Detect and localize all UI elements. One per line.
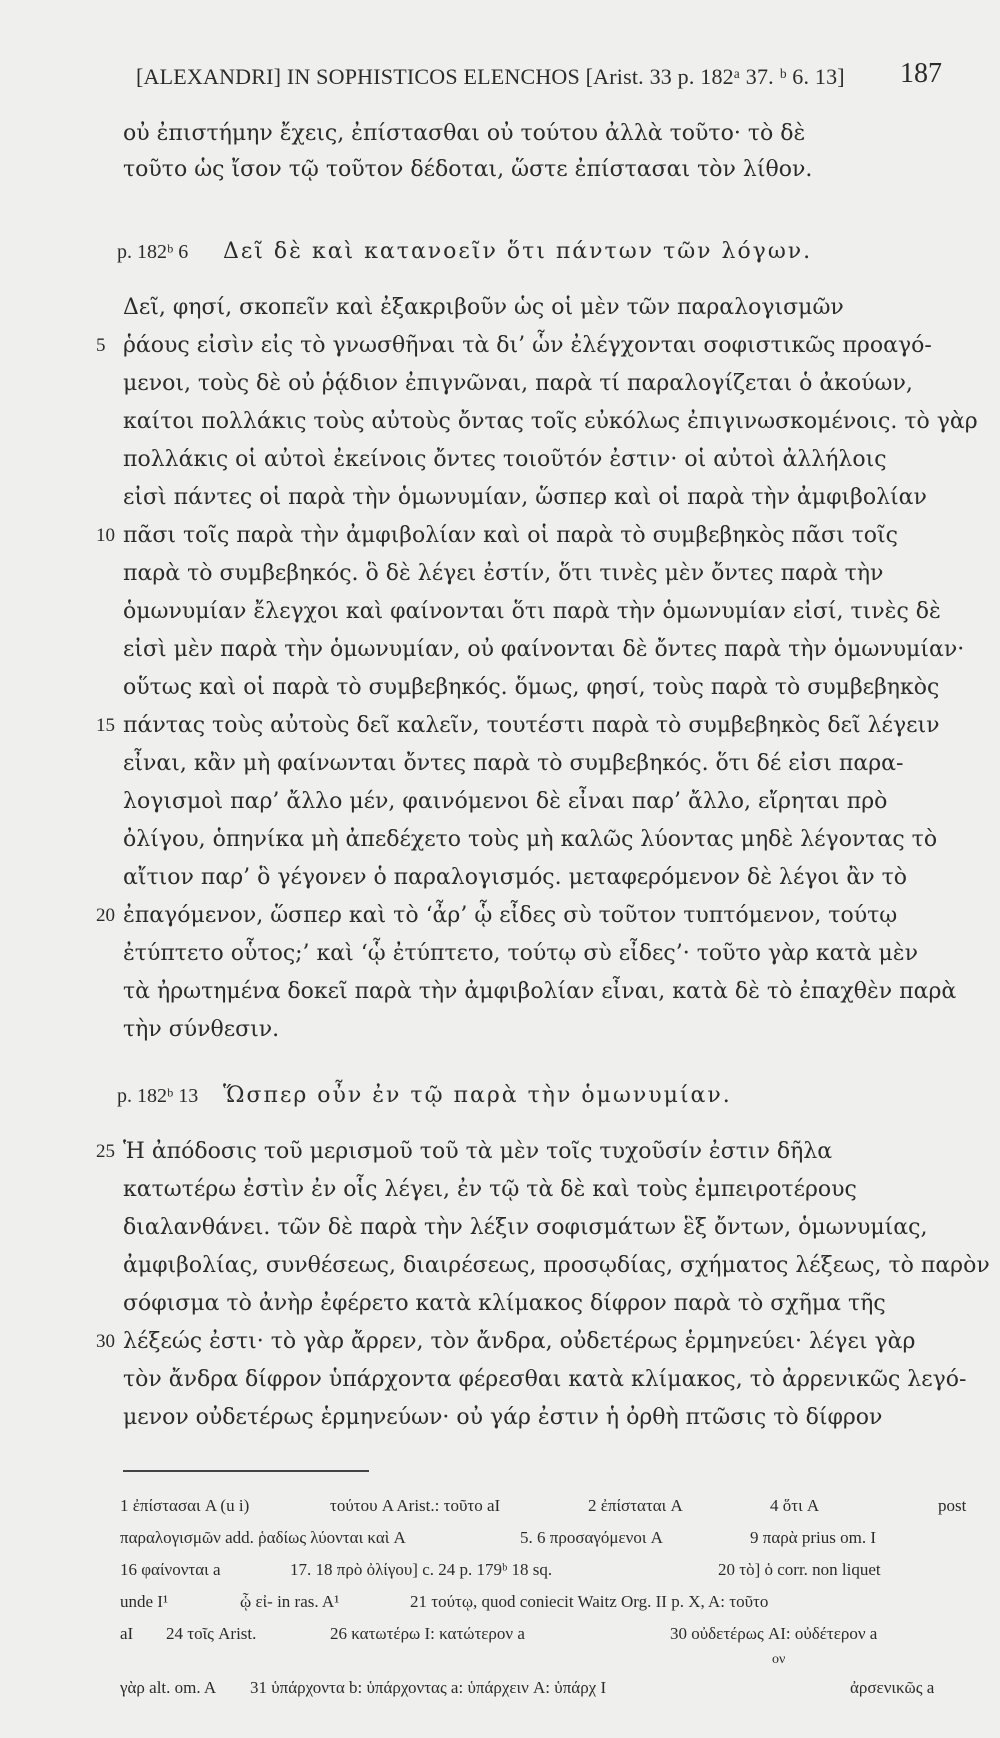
line-text: ῥάους εἰσὶν εἰς τὸ γνωσθῆναι τὰ δι’ ὧν ἐλέγχονται σοφιστικῶς προαγό-: [123, 333, 932, 358]
text-line: [0, 516, 1000, 556]
text-line: [0, 478, 1000, 518]
line-text: τὴν σύνθεσιν.: [123, 1017, 280, 1042]
apparatus-entry: 5. 6 προσαγόμενοι A: [520, 1528, 663, 1547]
apparatus-entry: 20 τὸ] ὁ corr. non liquet: [718, 1560, 881, 1579]
line-text: πολλάκις οἱ αὐτοὶ ἐκείνοις ὄντες τοιοῦτόν ἐστιν· οἱ αὐτοὶ ἀλλήλοις: [123, 447, 887, 472]
apparatus-entry: 26 κατωτέρω I: κατώτερον a: [330, 1624, 525, 1643]
line-text: αἴτιον παρ’ ὃ γέγονεν ὁ παραλογισμός. μεταφερόμενον δὲ λέγοι ἂν τὸ: [123, 865, 908, 890]
line-text: λογισμοὶ παρ’ ἄλλο μέν, φαινόμενοι δὲ εἶναι παρ’ ἄλλο, εἴρηται πρὸ: [123, 789, 888, 814]
apparatus-line: [120, 1586, 970, 1618]
apparatus-line: [120, 1672, 970, 1704]
text-line: [0, 934, 1000, 974]
line-text: διαλανθάνει. τῶν δὲ παρὰ τὴν λέξιν σοφισμάτων ἓξ ὄντων, ὁμωνυμίας,: [123, 1215, 928, 1240]
line-text: σόφισμα τὸ ἀνὴρ ἐφέρετο κατὰ κλίμακος δίφρον παρὰ τὸ σχῆμα τῆς: [123, 1291, 886, 1316]
apparatus-entry: 24 τοῖς Arist.: [166, 1624, 257, 1643]
page-header: [136, 54, 942, 94]
apparatus-entry: 9 παρὰ prius om. I: [750, 1528, 877, 1547]
apparatus-entry: 4 ὅτι A: [770, 1496, 820, 1515]
line-text: μενοι, τοὺς δὲ οὐ ῥᾴδιον ἐπιγνῶναι, παρὰ τί παραλογίζεται ὁ ἀκούων,: [123, 371, 913, 396]
text-line: [0, 402, 1000, 442]
line-text: τὸν ἄνδρα δίφρον ὑπάρχοντα φέρεσθαι κατὰ κλίμακος, τὸ ἀρρενικῶς λεγό-: [123, 1367, 967, 1392]
line-number: 20: [96, 905, 115, 926]
apparatus-entry: 17. 18 πρὸ ὀλίγου] c. 24 p. 179ᵇ 18 sq.: [290, 1560, 553, 1579]
text-line: [0, 1132, 1000, 1172]
apparatus-entry: παραλογισμῶν add. ῥαδίως λύονται καὶ A: [120, 1528, 406, 1547]
line-text: εἰσὶ πάντες οἱ παρὰ τὴν ὁμωνυμίαν, ὥσπερ καὶ οἱ παρὰ τὴν ἀμφιβολίαν: [123, 485, 927, 510]
lemma-text: Δεῖ δὲ καὶ κατανοεῖν ὅτι πάντων τῶν λόγων.: [223, 239, 813, 264]
text-line: [0, 858, 1000, 898]
line-text: πάντας τοὺς αὐτοὺς δεῖ καλεῖν, τουτέστι παρὰ τὸ συμβεβηκὸς δεῖ λέγειν: [123, 713, 940, 738]
apparatus-line: [120, 1522, 970, 1554]
text-line: [0, 1398, 1000, 1438]
text-line: [0, 630, 1000, 670]
text-line: [0, 150, 1000, 190]
line-text: ὀλίγου, ὁπηνίκα μὴ ἀπεδέχετο τοὺς μὴ καλῶς λύοντας μηδὲ λέγοντας τὸ: [123, 827, 938, 852]
text-line: [0, 1322, 1000, 1362]
apparatus-entry: 1 ἐπίστασαι A (u i): [120, 1496, 250, 1515]
line-number: 5: [96, 335, 106, 356]
line-text: τὰ ἠρωτημένα δοκεῖ παρὰ τὴν ἀμφιβολίαν εἶναι, κατὰ δὲ τὸ ἐπαχθὲν παρὰ: [123, 979, 957, 1004]
line-text: εἶναι, κἂν μὴ φαίνωνται ὄντες παρὰ τὸ συμβεβηκός. ὅτι δέ εἰσι παρα-: [123, 751, 904, 776]
apparatus-entry: 31 ὑπάρχοντα b: ὑπάρχοντας a: ὑπάρχειν A: ὑπάρχ I: [250, 1678, 607, 1697]
apparatus-entry: aI: [120, 1624, 134, 1643]
text-line: [0, 706, 1000, 746]
running-title: [ALEXANDRI] IN SOPHISTICOS ELENCHOS [Arist. 33 p. 182ᵃ 37. ᵇ 6. 13]: [136, 64, 845, 89]
apparatus-entry: unde I¹: [120, 1592, 169, 1611]
line-text: τοῦτο ὡς ἴσον τῷ τοῦτον δέδοται, ὥστε ἐπίστασαι τὸν λίθον.: [123, 157, 813, 182]
line-number: 30: [96, 1331, 115, 1352]
apparatus-entry: 21 τούτῳ, quod coniecit Waitz Org. II p. X, A: τοῦτο: [410, 1592, 769, 1611]
line-text: λέξεώς ἐστι· τὸ γὰρ ἄρρεν, τὸν ἄνδρα, οὐδετέρως ἑρμηνεύει· λέγει γὰρ: [123, 1329, 916, 1354]
apparatus-entry: ἀρσενικῶς a: [850, 1678, 935, 1697]
text-line: [0, 744, 1000, 784]
line-text: ἀμφιβολίας, συνθέσεως, διαιρέσεως, προσῳδίας, σχήματος λέξεως, τὸ παρὸν: [123, 1253, 990, 1278]
text-line: [0, 896, 1000, 936]
line-text: κατωτέρω ἐστὶν ἐν οἷς λέγει, ἐν τῷ τὰ δὲ καὶ τοὺς ἐμπειροτέρους: [123, 1177, 857, 1202]
apparatus-entry: post: [938, 1496, 967, 1515]
line-text: παρὰ τὸ συμβεβηκός. ὃ δὲ λέγει ἐστίν, ὅτι τινὲς μὲν ὄντες παρὰ τὴν: [123, 561, 884, 586]
apparatus-entry: 30 οὐδετέρως AI: οὐδέτερον a: [670, 1624, 878, 1643]
text-line: [0, 1170, 1000, 1210]
line-text: Δεῖ, φησί, σκοπεῖν καὶ ἐξακριβοῦν ὡς οἱ μὲν τῶν παραλογισμῶν: [123, 295, 844, 320]
text-line: [0, 592, 1000, 632]
page-number: 187: [900, 58, 942, 89]
lemma-text: Ὥσπερ οὖν ἐν τῷ παρὰ τὴν ὁμωνυμίαν.: [223, 1083, 732, 1108]
line-text: ἐπαγόμενον, ὥσπερ καὶ τὸ ‘ἆρ’ ᾧ εἶδες σὺ τοῦτον τυπτόμενον, τούτῳ: [123, 903, 898, 928]
text-line: [0, 1360, 1000, 1400]
apparatus-entry: τούτου A Arist.: τοῦτο aI: [330, 1496, 501, 1515]
text-line: [0, 288, 1000, 328]
text-line: [0, 114, 1000, 154]
text-line: [0, 1284, 1000, 1324]
apparatus-entry: γὰρ alt. om. A: [120, 1678, 217, 1697]
text-line: [0, 1208, 1000, 1248]
text-line: [0, 326, 1000, 366]
text-line: [0, 364, 1000, 404]
text-line: [0, 1246, 1000, 1286]
text-line: [0, 820, 1000, 860]
line-text: Ἡ ἀπόδοσις τοῦ μερισμοῦ τοῦ τὰ μὲν τοῖς τυχοῦσίν ἐστιν δῆλα: [123, 1139, 833, 1164]
line-text: εἰσὶ μὲν παρὰ τὴν ὁμωνυμίαν, οὐ φαίνονται δὲ ὄντες παρὰ τὴν ὁμωνυμίαν·: [123, 637, 965, 662]
text-line: [0, 782, 1000, 822]
lemma-line: [0, 1076, 1000, 1116]
text-line: [0, 440, 1000, 480]
line-text: καίτοι πολλάκις τοὺς αὐτοὺς ὄντας τοῖς εὐκόλως ἐπιγινωσκομένοις. τὸ γὰρ: [123, 409, 978, 434]
line-number: 10: [96, 525, 115, 546]
line-text: οὐ ἐπιστήμην ἔχεις, ἐπίστασθαι οὐ τούτου ἀλλὰ τοῦτο· τὸ δὲ: [123, 121, 806, 146]
apparatus-line: [120, 1490, 970, 1522]
apparatus-entry: 2 ἐπίσταται A: [588, 1496, 683, 1515]
apparatus-entry: ᾧ εἰ- in ras. A¹: [240, 1592, 340, 1611]
line-text: οὕτως καὶ οἱ παρὰ τὸ συμβεβηκός. ὅμως, φησί, τοὺς παρὰ τὸ συμβεβηκὸς: [123, 675, 940, 700]
line-number: 25: [96, 1141, 115, 1162]
lemma-line: [0, 232, 1000, 272]
line-text: πᾶσι τοῖς παρὰ τὴν ἀμφιβολίαν καὶ οἱ παρὰ τὸ συμβεβηκὸς πᾶσι τοῖς: [123, 523, 898, 548]
footnote-rule: [123, 1470, 369, 1472]
line-text: ἐτύπτετο οὗτος;’ καὶ ‘ᾧ ἐτύπτετο, τούτῳ σὺ εἶδες’· τοῦτο γὰρ κατὰ μὲν: [123, 941, 918, 966]
text-line: [0, 1010, 1000, 1050]
lemma-reference: p. 182ᵇ 13: [117, 1085, 199, 1107]
line-text: ὁμωνυμίαν ἔλεγχοι καὶ φαίνονται ὅτι παρὰ τὴν ὁμωνυμίαν εἰσί, τινὲς δὲ: [123, 599, 941, 624]
line-text: μενον οὐδετέρως ἑρμηνεύων· οὐ γάρ ἐστιν ἡ ὀρθὴ πτῶσις τὸ δίφρον: [123, 1405, 883, 1430]
line-number: 15: [96, 715, 115, 736]
text-line: [0, 554, 1000, 594]
apparatus-line: [120, 1554, 970, 1586]
apparatus-entry: 16 φαίνονται a: [120, 1560, 221, 1579]
text-line: [0, 668, 1000, 708]
apparatus-entry: ον: [772, 1652, 786, 1667]
lemma-reference: p. 182ᵇ 6: [117, 241, 189, 263]
text-line: [0, 972, 1000, 1012]
